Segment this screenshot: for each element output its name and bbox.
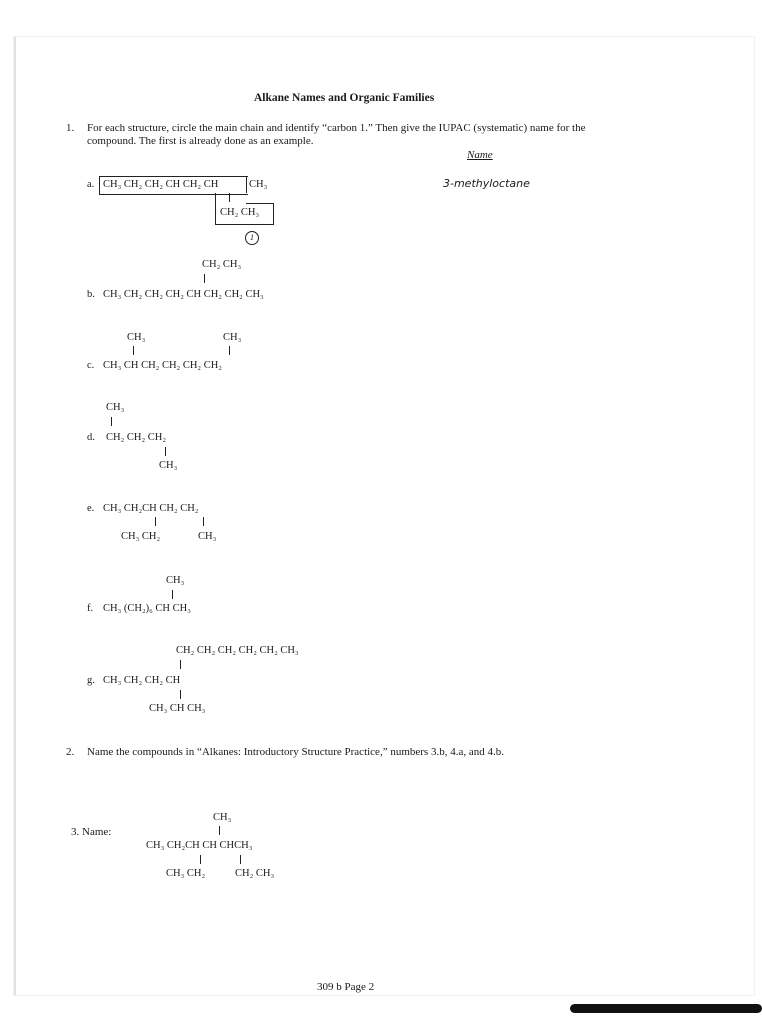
item-b-main-chain: CH₃ CH₂ CH₂ CH₂ CH CH₂ CH₂ CH₃ xyxy=(103,289,264,300)
item-e-label: e. xyxy=(87,503,95,514)
main-chain-outline-top xyxy=(99,176,248,195)
item-c-bond-right xyxy=(229,346,230,355)
q3-bond-left xyxy=(200,855,201,864)
q2-instructions: Name the compounds in “Alkanes: Introductory Structure Practice,” numbers 3.b, 4.a, and 4.b. xyxy=(87,746,504,758)
item-c-top-left: CH₃ xyxy=(127,332,146,343)
carbon-one-marker: 1 xyxy=(245,231,259,245)
q1-instructions-line2: compound. The first is already done as an example. xyxy=(87,135,314,147)
page-title: Alkane Names and Organic Families xyxy=(254,92,435,104)
item-e-bottom-right: CH₃ xyxy=(198,531,217,542)
item-d-bond-bottom xyxy=(165,447,166,456)
item-d-bond-top xyxy=(111,417,112,426)
main-chain-divider xyxy=(246,176,247,193)
main-chain-outline-bottom xyxy=(215,224,274,225)
item-c-label: c. xyxy=(87,360,95,371)
item-b-bond xyxy=(204,274,205,283)
page-footer: 309 b Page 2 xyxy=(317,981,375,993)
item-g-bottom-branch: CH₃ CH CH₃ xyxy=(149,703,206,714)
item-f-main-chain: CH₃ (CH₂)₆ CH CH₃ xyxy=(103,603,191,614)
item-d-label: d. xyxy=(87,432,95,443)
q3-bond-right xyxy=(240,855,241,864)
q3-bottom-right: CH₂ CH₃ xyxy=(235,868,275,879)
q3-bottom-left: CH₃ CH₂ xyxy=(166,868,206,879)
item-a-label: a. xyxy=(87,179,95,190)
item-g-bond-top xyxy=(180,660,181,669)
q1-number: 1. xyxy=(66,122,75,134)
main-chain-outline-left xyxy=(215,193,216,224)
item-b-top-branch: CH₂ CH₃ xyxy=(202,259,242,270)
q3-bond-top xyxy=(219,826,220,835)
item-c-main-chain: CH₃ CH CH₂ CH₂ CH₂ CH₂ xyxy=(103,360,222,371)
home-indicator-bar[interactable] xyxy=(570,1004,762,1013)
item-c-top-right: CH₃ xyxy=(223,332,242,343)
item-d-main-chain: CH₂ CH₂ CH₂ xyxy=(106,432,166,443)
q1-instructions-line1: For each structure, circle the main chain and identify “carbon 1.” Then give the IUPAC (systematic) name for the xyxy=(87,122,586,134)
q3-main-chain: CH₃ CH₂CH CH CHCH₃ xyxy=(146,840,253,851)
item-f-bond xyxy=(172,590,173,599)
item-a-main-chain-left: CH₃ CH₂ CH₂ CH CH₂ CH xyxy=(103,179,219,190)
item-f-label: f. xyxy=(87,603,94,614)
item-c-bond-left xyxy=(133,346,134,355)
q2-number: 2. xyxy=(66,746,75,758)
item-g-main-chain: CH₃ CH₂ CH₂ CH xyxy=(103,675,181,686)
main-chain-outline-right xyxy=(273,203,274,224)
item-a-main-chain-right: CH₃ xyxy=(249,179,268,190)
item-e-bottom-left: CH₃ CH₂ xyxy=(121,531,161,542)
item-e-main-chain: CH₃ CH₂CH CH₂ CH₂ xyxy=(103,503,199,514)
item-b-label: b. xyxy=(87,289,95,300)
item-d-top: CH₃ xyxy=(106,402,125,413)
item-a-answer: 3-methyloctane xyxy=(443,177,530,190)
q3-label: 3. Name: xyxy=(71,826,112,838)
q3-top-branch: CH₃ xyxy=(213,812,232,823)
item-e-bond-left xyxy=(155,517,156,526)
item-g-bond-bottom xyxy=(180,690,181,699)
item-a-branch: CH₂ CH₃ xyxy=(220,207,260,218)
main-chain-outline-step xyxy=(246,203,273,204)
item-e-bond-right xyxy=(203,517,204,526)
name-column-header: Name xyxy=(467,149,493,161)
item-g-top-branch: CH₂ CH₂ CH₂ CH₂ CH₂ CH₃ xyxy=(176,645,299,656)
item-g-label: g. xyxy=(87,675,95,686)
item-d-bottom: CH₃ xyxy=(159,460,178,471)
item-f-top: CH₃ xyxy=(166,575,185,586)
